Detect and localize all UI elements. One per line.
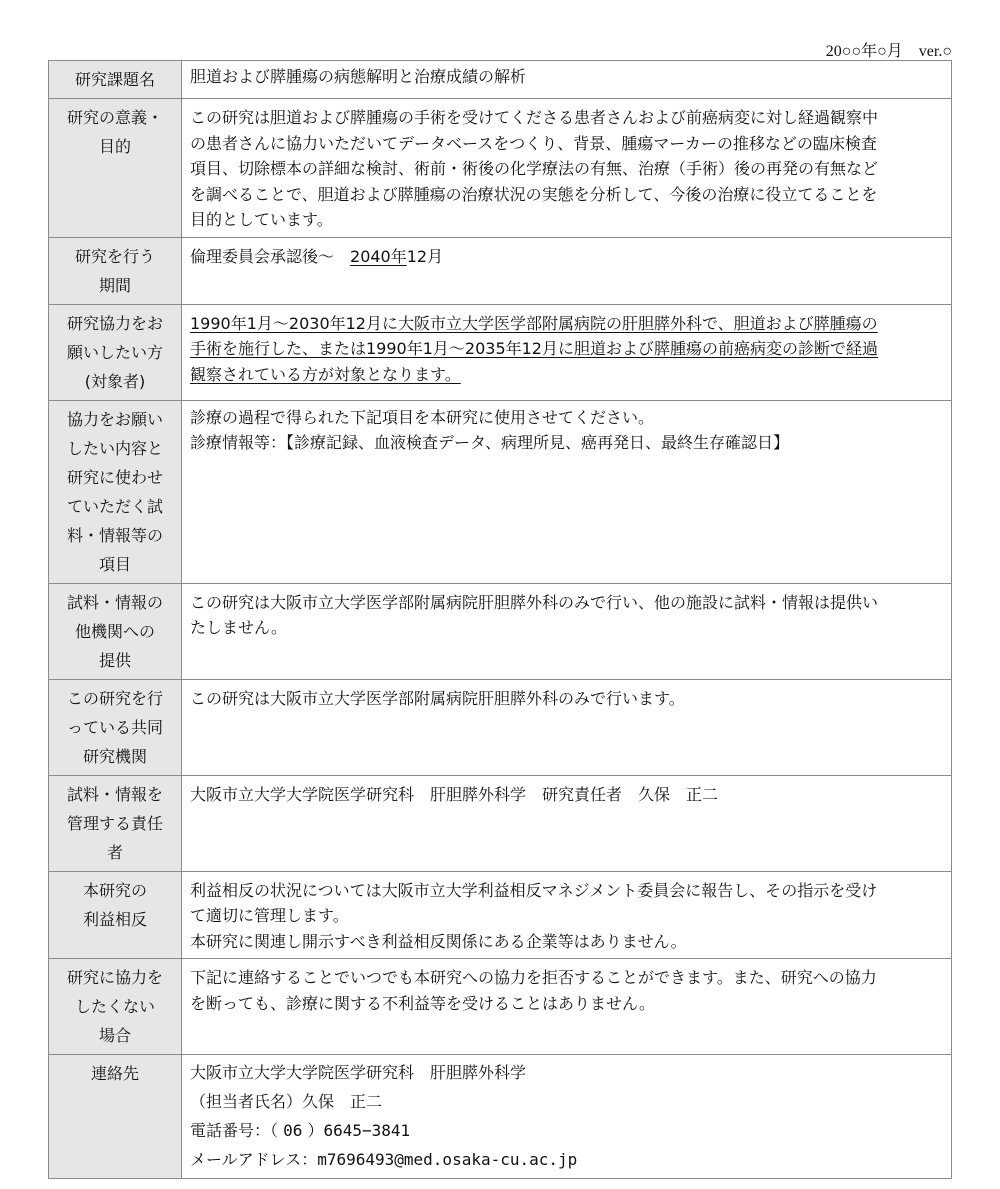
value-line: 手術を施行した、または1990年1月～2035年12月に胆道および膵腫瘍の前癌病変の診断で経過 xyxy=(190,339,878,358)
label-provision xyxy=(49,583,182,679)
value-line: 胆道および膵腫瘍の病態解明と治療成績の解析 xyxy=(190,67,527,86)
label-line: 願いしたい方 xyxy=(66,342,163,362)
row-items xyxy=(49,400,952,583)
version-line: 20○○年○月 ver.○ xyxy=(825,43,952,60)
value-line: 本研究に関連し開示すべき利益相反関係にある企業等はありません。 xyxy=(190,931,687,951)
label-line: 項目 xyxy=(98,554,131,574)
label-line: 料・情報等の xyxy=(66,525,163,545)
row-data-manager xyxy=(49,775,952,871)
value-line: 大阪市立大学大学院医学研究科 肝胆膵外科学 研究責任者 久保 正二 xyxy=(190,784,719,804)
email-address[interactable]: m7696493@med.osaka-cu.ac.jp xyxy=(317,1150,578,1169)
label-target xyxy=(49,304,182,400)
period-line xyxy=(190,244,944,270)
value-line: を調べることで、胆道および膵腫瘍の治療状況の実態を分析して、今後の治療に役立てることを xyxy=(190,184,878,204)
value-line: この研究は胆道および膵腫瘍の手術を受けてくださる患者さんおよび前癌病変に対し経過観察中 xyxy=(190,108,879,127)
value-items xyxy=(182,400,952,583)
value-line: この研究は大阪市立大学医学部附属病院肝胆膵外科のみで行います。 xyxy=(190,688,685,708)
label-line: 研究の意義・ xyxy=(66,108,163,127)
row-period xyxy=(49,237,952,304)
value-line: 診療情報等：【診療記録、血液検査データ、病理所見、癌再発日、最終生存確認日】 xyxy=(190,433,790,452)
value-line: を断っても、診療に関する不利益等を受けることはありません。 xyxy=(190,993,655,1013)
phone-paren: ） xyxy=(307,1121,324,1140)
label-line: 管理する責任 xyxy=(66,813,163,833)
value-line: 下記に連絡することでいつでも本研究への協力を拒否することができます。また、研究への協力 xyxy=(190,968,877,987)
label-collaborators xyxy=(49,679,182,775)
phone-label: 電話番号：（ xyxy=(190,1121,279,1140)
label-line: 研究機関 xyxy=(82,746,147,766)
label-opt-out xyxy=(49,959,182,1055)
value-conflict-of-interest xyxy=(182,871,952,959)
value-line: たしません。 xyxy=(190,618,287,637)
value-target xyxy=(182,304,952,400)
label-purpose xyxy=(49,99,182,238)
label-line: っている共同 xyxy=(66,717,163,737)
value-line: 利益相反の状況については大阪市立大学利益相反マネジメント委員会に報告し、その指示を受け xyxy=(190,880,878,900)
label-line: 研究に使わせ xyxy=(66,467,163,487)
value-line: の患者さんに協力いただいてデータベースをつくり、背景、腫瘍マーカーの推移などの臨床検査 xyxy=(190,133,877,153)
value-line: 診療の過程で得られた下記項目を本研究に使用させてください。 xyxy=(190,407,655,427)
row-provision xyxy=(49,583,952,679)
value-contact xyxy=(182,1055,952,1179)
label-line: 試料・情報を xyxy=(66,784,163,804)
row-research-title xyxy=(49,61,952,99)
value-line: この研究は大阪市立大学医学部附属病院肝胆膵外科のみで行い、他の施設に試料・情報は提供い xyxy=(190,592,879,612)
label-line: したい内容と xyxy=(66,438,163,458)
row-contact xyxy=(49,1055,952,1179)
label-line: 研究課題名 xyxy=(74,70,155,89)
value-purpose xyxy=(182,99,952,238)
value-opt-out xyxy=(182,959,952,1055)
value-line: て適切に管理します。 xyxy=(190,906,349,925)
value-data-manager xyxy=(182,775,952,871)
value-research-title xyxy=(182,61,952,99)
period-end-year: 2040年 xyxy=(350,246,407,266)
label-data-manager xyxy=(49,775,182,871)
label-line: 目的 xyxy=(98,137,131,156)
row-target xyxy=(49,304,952,400)
label-line: この研究を行 xyxy=(66,688,163,708)
label-line: 連絡先 xyxy=(90,1064,139,1083)
label-research-title xyxy=(49,61,182,99)
label-line: 提供 xyxy=(98,650,131,670)
contact-phone xyxy=(190,1116,944,1145)
research-info-table xyxy=(48,60,952,1179)
row-purpose xyxy=(49,99,952,238)
label-line: ていただく試 xyxy=(66,496,163,516)
contact-person: （担当者氏名）久保 正二 xyxy=(190,1092,383,1111)
value-provision xyxy=(182,583,952,679)
phone-area-code: 06 xyxy=(283,1121,303,1140)
label-line: 研究に協力を xyxy=(66,968,163,987)
period-start: 倫理委員会承認後～ xyxy=(190,246,351,266)
value-line: 目的としています。 xyxy=(190,210,333,229)
label-period xyxy=(49,237,182,304)
label-line: したくない xyxy=(74,997,155,1016)
period-end-month: 12月 xyxy=(406,246,444,266)
label-line: 研究協力をお xyxy=(66,313,163,333)
label-conflict-of-interest xyxy=(49,871,182,959)
label-line: 他機関への xyxy=(74,621,155,641)
label-contact xyxy=(49,1055,182,1179)
value-line: 観察されている方が対象となります。 xyxy=(190,364,461,384)
value-line: 項目、切除標本の詳細な検討、術前・術後の化学療法の有無、治療（手術）後の再発の有無など xyxy=(190,159,879,178)
email-label: メールアドレス： xyxy=(190,1150,318,1169)
value-period xyxy=(182,237,952,304)
phone-number: 6645−3841 xyxy=(323,1121,411,1140)
contact-org: 大阪市立大学大学院医学研究科 肝胆膵外科学 xyxy=(190,1063,527,1082)
row-collaborators xyxy=(49,679,952,775)
label-line: 研究を行う xyxy=(74,246,155,266)
label-line: 場合 xyxy=(98,1026,131,1045)
contact-email xyxy=(190,1145,944,1174)
label-line: 試料・情報の xyxy=(66,592,163,612)
label-line: 者 xyxy=(106,842,123,862)
label-line: 利益相反 xyxy=(82,909,147,929)
label-line: 期間 xyxy=(98,275,131,295)
label-items xyxy=(49,400,182,583)
value-collaborators xyxy=(182,679,952,775)
label-line: 協力をお願い xyxy=(66,409,163,429)
value-line: 1990年1月～2030年12月に大阪市立大学医学部附属病院の肝胆膵外科で、胆道および膵腫瘍の xyxy=(190,313,878,333)
label-line: (対象者) xyxy=(84,371,146,391)
label-line: 本研究の xyxy=(82,880,147,900)
row-opt-out xyxy=(49,959,952,1055)
row-conflict-of-interest xyxy=(49,871,952,959)
